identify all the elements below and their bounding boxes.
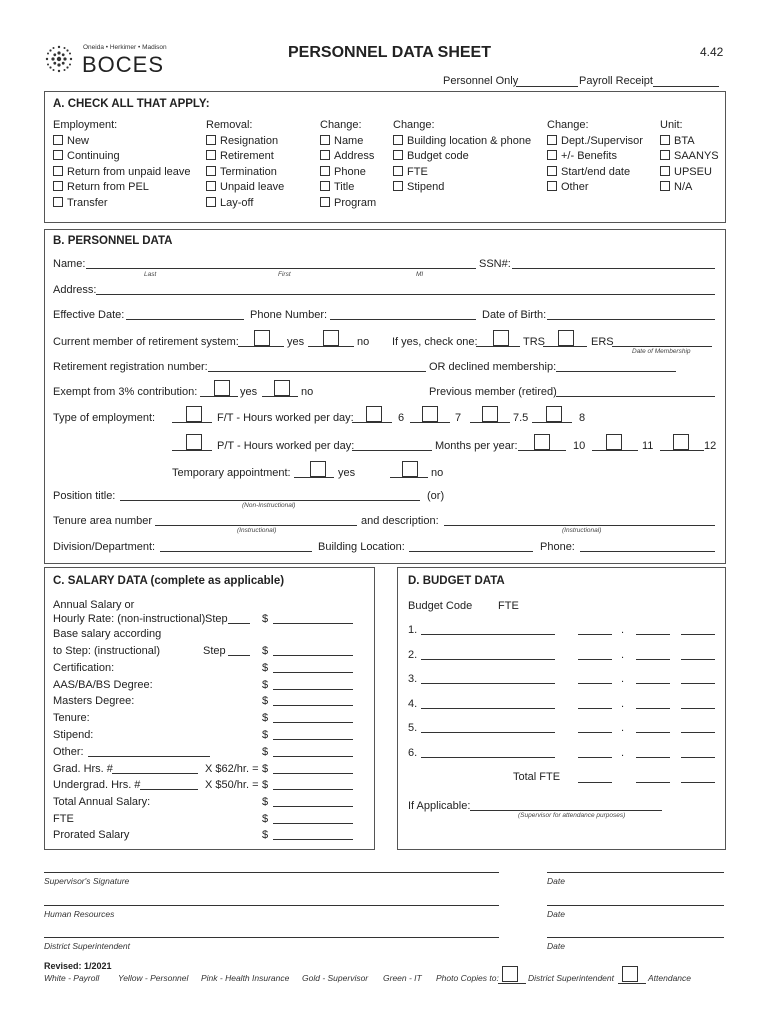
masters-field[interactable] <box>273 705 353 706</box>
footer-attendance: Attendance <box>648 973 692 983</box>
instructional-caption-1: (Instructional) <box>237 527 277 534</box>
page-title: PERSONNEL DATA SHEET <box>288 44 491 61</box>
exempt-yes-line <box>200 396 238 397</box>
dollar-sign: $ <box>262 645 269 657</box>
fte-field-c[interactable] <box>681 659 715 660</box>
effective-date-field[interactable] <box>126 319 244 320</box>
position-title-label: Position title: <box>53 490 116 502</box>
exempt-yes-label: yes <box>240 386 258 398</box>
change-column-1 <box>320 118 376 211</box>
copy-superintendent-checkbox[interactable] <box>502 966 518 982</box>
date-of-membership-caption: Date of Membership <box>632 348 691 355</box>
copy-attendance-line <box>618 983 646 984</box>
temporary-no-line <box>390 477 428 478</box>
supervisor-date-caption: Date <box>547 876 565 886</box>
or-label: (or) <box>427 490 445 502</box>
base-salary-field[interactable] <box>273 655 353 656</box>
pt-hours-field[interactable] <box>352 450 432 451</box>
masters-label: Masters Degree: <box>53 695 135 707</box>
grad-hours-field[interactable] <box>112 773 198 774</box>
previous-member-field[interactable] <box>556 396 715 397</box>
removal-heading: Removal: <box>206 119 253 131</box>
checkbox-retirement[interactable]: Retirement <box>206 149 284 165</box>
logo-tagline: Oneida • Herkimer • Madison <box>83 44 167 51</box>
checkbox-resignation[interactable]: Resignation <box>206 134 284 150</box>
supervisor-note: (Supervisor for attendance purposes) <box>518 812 626 819</box>
hr-signature-caption: Human Resources <box>44 909 115 919</box>
grad-amount-field[interactable] <box>273 773 353 774</box>
date-of-birth-field[interactable] <box>547 319 715 320</box>
checkbox-title[interactable]: Title <box>320 180 376 196</box>
dollar-sign: $ <box>262 695 269 707</box>
fte-field-b[interactable] <box>636 732 670 733</box>
months-per-year-label: Months per year: <box>435 440 518 452</box>
dollar-sign: $ <box>262 613 269 625</box>
budget-code-heading: Budget Code <box>408 600 473 612</box>
hr-date-caption: Date <box>547 909 565 919</box>
fte-field-b[interactable] <box>636 757 670 758</box>
employment-column <box>53 118 191 211</box>
effective-date-label: Effective Date: <box>53 309 125 321</box>
checkbox-building-location[interactable]: Building location & phone <box>393 134 531 150</box>
ft-7-checkbox[interactable] <box>422 406 438 422</box>
months-11-label: 11 <box>642 440 654 452</box>
footer-district-superintendent: District Superintendent <box>528 973 614 983</box>
step-label-1: Step <box>205 613 228 625</box>
prorated-label: Prorated Salary <box>53 829 130 841</box>
checkbox-unpaid-leave[interactable]: Unpaid leave <box>206 180 284 196</box>
temporary-no-checkbox[interactable] <box>402 461 418 477</box>
hourly-rate-field[interactable] <box>273 623 353 624</box>
ft-8-label: 8 <box>579 412 586 424</box>
exempt-yes-checkbox[interactable] <box>214 380 230 396</box>
footer-gold: Gold - Supervisor <box>302 973 369 983</box>
budget-code-field[interactable] <box>421 683 555 684</box>
previous-member-label: Previous member (retired) <box>429 386 557 398</box>
fte-field[interactable] <box>273 823 353 824</box>
fte-dot: . <box>621 624 625 636</box>
footer-white: White - Payroll <box>44 973 100 983</box>
budget-row-number: 4. <box>408 698 418 710</box>
ft-checkbox[interactable] <box>186 406 202 422</box>
ssn-field[interactable] <box>512 268 715 269</box>
address-field[interactable] <box>96 294 715 295</box>
certification-label: Certification: <box>53 662 115 674</box>
current-member-yes-checkbox[interactable] <box>254 330 270 346</box>
undergrad-hours-field[interactable] <box>140 789 198 790</box>
checkbox-program[interactable]: Program <box>320 196 376 212</box>
copy-superintendent-line <box>498 983 526 984</box>
checkbox-other[interactable]: Other <box>547 180 643 196</box>
fte-dot: . <box>621 698 625 710</box>
fte-field-a[interactable] <box>578 634 612 635</box>
current-member-yes-line <box>238 346 284 347</box>
step-field-2[interactable] <box>228 655 250 656</box>
checkbox-return-pel[interactable]: Return from PEL <box>53 180 191 196</box>
fte-heading: FTE <box>498 600 519 612</box>
budget-row-number: 6. <box>408 747 418 759</box>
if-applicable-label: If Applicable: <box>408 800 471 812</box>
months-12-label: 12 <box>704 440 717 452</box>
checkbox-dept-supervisor[interactable]: Dept./Supervisor <box>547 134 643 150</box>
dollar-sign: $ <box>262 662 269 674</box>
division-label: Division/Department: <box>53 541 156 553</box>
mi-caption: MI <box>416 271 424 278</box>
ers-checkbox[interactable] <box>558 330 574 346</box>
fte-field-c[interactable] <box>681 708 715 709</box>
pt-line <box>172 450 212 451</box>
grad-rate-label: X $62/hr. = <box>205 763 259 775</box>
months-12-checkbox[interactable] <box>673 434 689 450</box>
other-description-field[interactable] <box>88 756 210 757</box>
months-10-line <box>518 450 566 451</box>
degree-field[interactable] <box>273 689 353 690</box>
section-a-title: A. CHECK ALL THAT APPLY: <box>53 98 210 110</box>
phone-label: Phone: <box>540 541 575 553</box>
ers-label: ERS <box>591 336 614 348</box>
tenure-field[interactable] <box>273 722 353 723</box>
total-annual-field[interactable] <box>273 806 353 807</box>
ft-line <box>172 422 212 423</box>
checkbox-fte[interactable]: FTE <box>393 165 531 181</box>
fte-dot: . <box>621 649 625 661</box>
date-of-membership-field[interactable] <box>612 346 712 347</box>
personnel-only-label: Personnel Only <box>443 75 519 87</box>
temporary-label: Temporary appointment: <box>172 467 291 479</box>
ft-6-checkbox[interactable] <box>366 406 382 422</box>
checkbox-benefits[interactable]: +/- Benefits <box>547 149 643 165</box>
ft-75-line <box>470 422 510 423</box>
and-description-label: and description: <box>361 515 439 527</box>
annual-salary-label: Annual Salary or <box>53 599 135 611</box>
checkbox-termination[interactable]: Termination <box>206 165 284 181</box>
building-location-field[interactable] <box>409 551 533 552</box>
superintendent-date-line[interactable] <box>547 937 724 938</box>
ft-hours-label: F/T - Hours worked per day: <box>217 412 354 424</box>
fte-dot: . <box>621 722 625 734</box>
ft-7-label: 7 <box>455 412 462 424</box>
checkbox-transfer[interactable]: Transfer <box>53 196 191 212</box>
phone-number-field[interactable] <box>330 319 476 320</box>
checkbox-start-end-date[interactable]: Start/end date <box>547 165 643 181</box>
section-d-title: D. BUDGET DATA <box>408 575 505 587</box>
supervisor-signature-caption: Supervisor's Signature <box>44 876 130 886</box>
superintendent-signature-line[interactable] <box>44 937 499 938</box>
instructional-caption-2: (Instructional) <box>562 527 602 534</box>
fte-field-b[interactable] <box>636 683 670 684</box>
budget-code-field[interactable] <box>421 634 555 635</box>
tenure-area-field[interactable] <box>155 525 357 526</box>
fte-field-a[interactable] <box>578 757 612 758</box>
current-member-label: Current member of retirement system: <box>53 336 239 348</box>
months-11-line <box>592 450 638 451</box>
change-column-3 <box>547 118 643 196</box>
checkbox-new[interactable]: New <box>53 134 191 150</box>
copy-attendance-checkbox[interactable] <box>622 966 638 982</box>
ft-75-checkbox[interactable] <box>482 406 498 422</box>
declined-label: OR declined membership: <box>429 361 557 373</box>
degree-label: AAS/BA/BS Degree: <box>53 679 153 691</box>
temporary-no-label: no <box>431 467 444 479</box>
dollar-sign: $ <box>262 712 269 724</box>
dollar-sign: $ <box>262 746 269 758</box>
footer-pink: Pink - Health Insurance <box>201 973 290 983</box>
total-fte-field-3[interactable] <box>681 782 715 783</box>
budget-row-number: 5. <box>408 722 418 734</box>
division-field[interactable] <box>160 551 312 552</box>
description-field[interactable] <box>444 525 715 526</box>
if-yes-label: If yes, check one: <box>392 336 478 348</box>
checkbox-address[interactable]: Address <box>320 149 376 165</box>
checkbox-budget-code[interactable]: Budget code <box>393 149 531 165</box>
exempt-no-line <box>262 396 298 397</box>
ft-8-checkbox[interactable] <box>546 406 562 422</box>
checkbox-na[interactable]: N/A <box>660 180 719 196</box>
phone-number-label: Phone Number: <box>250 309 328 321</box>
revised-label: Revised: 1/2021 <box>44 961 112 971</box>
other-label: Other: <box>53 746 84 758</box>
payroll-receipt-field[interactable] <box>653 86 719 87</box>
superintendent-date-caption: Date <box>547 941 565 951</box>
address-label: Address: <box>53 284 97 296</box>
ft-8-line <box>532 422 572 423</box>
other-field[interactable] <box>273 756 353 757</box>
current-member-no-checkbox[interactable] <box>323 330 339 346</box>
employment-heading: Employment: <box>53 119 118 131</box>
trs-checkbox[interactable] <box>493 330 509 346</box>
checkbox-continuing[interactable]: Continuing <box>53 149 191 165</box>
hr-date-line[interactable] <box>547 905 724 906</box>
supervisor-date-line[interactable] <box>547 872 724 873</box>
exempt-no-label: no <box>301 386 314 398</box>
grad-label: Grad. Hrs. # <box>53 763 113 775</box>
retirement-reg-label: Retirement registration number: <box>53 361 208 373</box>
temporary-yes-line <box>294 477 334 478</box>
footer-yellow: Yellow - Personnel <box>118 973 189 983</box>
fte-field-a[interactable] <box>578 708 612 709</box>
removal-column <box>206 118 284 211</box>
pt-hours-label: P/T - Hours worked per day: <box>217 440 355 452</box>
ft-75-label: 7.5 <box>513 412 529 424</box>
undergrad-rate-label: X $50/hr. = <box>205 779 259 791</box>
change-heading-1: Change: <box>320 119 362 131</box>
change-heading-2: Change: <box>393 119 435 131</box>
current-member-yes-label: yes <box>287 336 305 348</box>
ft-6-line <box>352 422 392 423</box>
fte-field-c[interactable] <box>681 757 715 758</box>
dollar-sign: $ <box>262 763 269 775</box>
months-10-label: 10 <box>573 440 586 452</box>
tenure-label: Tenure: <box>53 712 90 724</box>
total-fte-label: Total FTE <box>513 771 561 783</box>
exempt-no-checkbox[interactable] <box>274 380 290 396</box>
undergrad-label: Undergrad. Hrs. # <box>53 779 141 791</box>
checkbox-upseu[interactable]: UPSEU <box>660 165 719 181</box>
step-field-1[interactable] <box>228 623 250 624</box>
prorated-field[interactable] <box>273 839 353 840</box>
if-applicable-field[interactable] <box>470 810 662 811</box>
dollar-sign: $ <box>262 679 269 691</box>
superintendent-signature-caption: District Superintendent <box>44 941 130 951</box>
phone-field[interactable] <box>580 551 715 552</box>
budget-row-number: 1. <box>408 624 418 636</box>
personnel-only-field[interactable] <box>516 86 578 87</box>
dollar-sign: $ <box>262 779 269 791</box>
checkbox-return-unpaid[interactable]: Return from unpaid leave <box>53 165 191 181</box>
checkbox-layoff[interactable]: Lay-off <box>206 196 284 212</box>
boces-logo-icon <box>44 44 74 74</box>
fte-field-a[interactable] <box>578 732 612 733</box>
type-of-employment-label: Type of employment: <box>53 412 156 424</box>
to-step-label: to Step: (instructional) <box>53 645 160 657</box>
pt-checkbox[interactable] <box>186 434 202 450</box>
non-instructional-caption: (Non-Instructional) <box>242 502 296 509</box>
hourly-rate-label: Hourly Rate: (non-instructional) <box>53 613 206 625</box>
name-label: Name: <box>53 258 86 270</box>
stipend-field[interactable] <box>273 739 353 740</box>
budget-code-field[interactable] <box>421 757 555 758</box>
footer-photo-copies: Photo Copies to: <box>436 973 499 983</box>
fte-field-c[interactable] <box>681 634 715 635</box>
retirement-reg-field[interactable] <box>208 371 426 372</box>
change-heading-3: Change: <box>547 119 589 131</box>
fte-field-c[interactable] <box>681 732 715 733</box>
checkbox-saanys[interactable]: SAANYS <box>660 149 719 165</box>
months-11-checkbox[interactable] <box>606 434 622 450</box>
current-member-no-label: no <box>357 336 370 348</box>
budget-code-field[interactable] <box>421 732 555 733</box>
checkbox-phone[interactable]: Phone <box>320 165 376 181</box>
ft-6-label: 6 <box>398 412 405 424</box>
trs-line <box>476 346 520 347</box>
fte-field-b[interactable] <box>636 708 670 709</box>
fte-field-b[interactable] <box>636 659 670 660</box>
fte-label: FTE <box>53 813 74 825</box>
footer-green: Green - IT <box>383 973 422 983</box>
first-caption: First <box>278 271 291 278</box>
form-number: 4.42 <box>700 45 724 59</box>
ft-7-line <box>410 422 450 423</box>
temporary-yes-checkbox[interactable] <box>310 461 326 477</box>
payroll-receipt-label: Payroll Receipt <box>579 75 653 87</box>
dollar-sign: $ <box>262 796 269 808</box>
base-salary-label: Base salary according <box>53 628 162 640</box>
ssn-label: SSN#: <box>479 258 511 270</box>
building-location-label: Building Location: <box>318 541 405 553</box>
declined-field[interactable] <box>556 371 676 372</box>
budget-row-number: 2. <box>408 649 418 661</box>
dollar-sign: $ <box>262 813 269 825</box>
checkbox-bta[interactable]: BTA <box>660 134 719 150</box>
dollar-sign: $ <box>262 829 269 841</box>
fte-dot: . <box>621 747 625 759</box>
total-fte-field-1[interactable] <box>578 782 612 783</box>
total-fte-field-2[interactable] <box>636 782 670 783</box>
undergrad-amount-field[interactable] <box>273 789 353 790</box>
current-member-no-line <box>308 346 354 347</box>
budget-code-field[interactable] <box>421 708 555 709</box>
exempt-label: Exempt from 3% contribution: <box>53 386 198 398</box>
fte-field-c[interactable] <box>681 683 715 684</box>
section-c-title: C. SALARY DATA (complete as applicable) <box>53 575 285 587</box>
tenure-area-label: Tenure area number <box>53 515 153 527</box>
budget-code-field[interactable] <box>421 659 555 660</box>
section-b-title: B. PERSONNEL DATA <box>53 235 173 247</box>
unit-column <box>660 118 719 196</box>
ers-line <box>543 346 587 347</box>
dollar-sign: $ <box>262 729 269 741</box>
change-column-2 <box>393 118 531 196</box>
last-caption: Last <box>144 271 157 278</box>
supervisor-signature-line[interactable] <box>44 872 499 873</box>
fte-dot: . <box>621 673 625 685</box>
months-12-line <box>660 450 704 451</box>
stipend-label: Stipend: <box>53 729 94 741</box>
temporary-yes-label: yes <box>338 467 356 479</box>
name-field[interactable] <box>86 268 476 269</box>
fte-field-b[interactable] <box>636 634 670 635</box>
hr-signature-line[interactable] <box>44 905 499 906</box>
unit-heading: Unit: <box>660 119 683 131</box>
date-of-birth-label: Date of Birth: <box>482 309 547 321</box>
logo-name: BOCES <box>82 52 165 77</box>
fte-field-a[interactable] <box>578 683 612 684</box>
checkbox-stipend[interactable]: Stipend <box>393 180 531 196</box>
budget-row-number: 3. <box>408 673 418 685</box>
checkbox-name[interactable]: Name <box>320 134 376 150</box>
trs-label: TRS <box>523 336 545 348</box>
months-10-checkbox[interactable] <box>534 434 550 450</box>
step-label-2: Step <box>203 645 226 657</box>
fte-field-a[interactable] <box>578 659 612 660</box>
total-annual-label: Total Annual Salary: <box>53 796 151 808</box>
certification-field[interactable] <box>273 672 353 673</box>
position-title-field[interactable] <box>120 500 420 501</box>
